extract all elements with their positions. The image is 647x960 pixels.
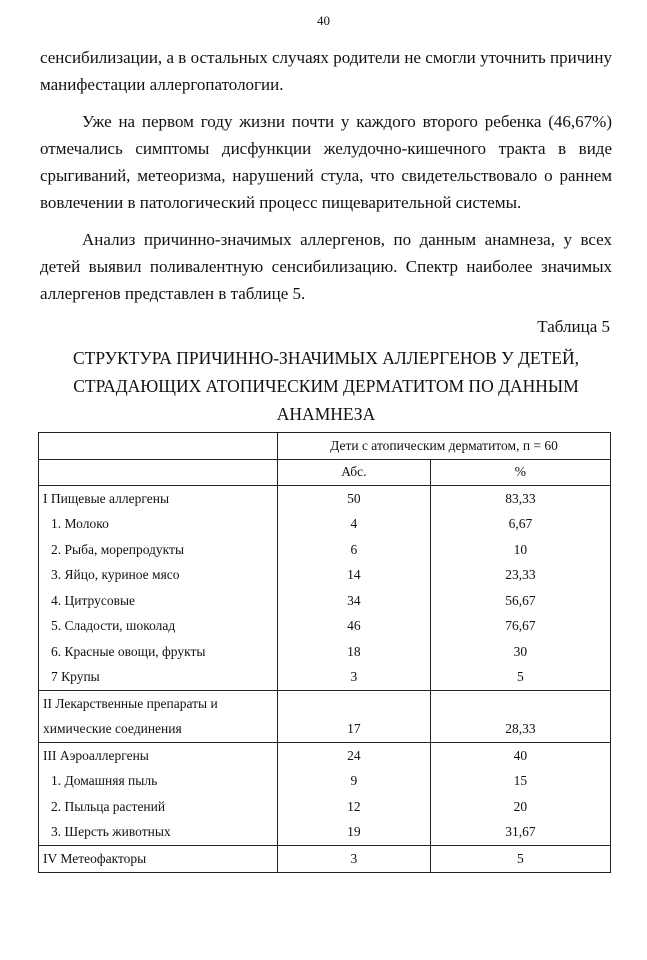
row-pct-value: 28,33: [430, 717, 610, 743]
paragraph-3: Анализ причинно-значимых аллергенов, по данным анамнеза, у всех детей выявил поливалентную сенсибилизацию. Спектр наиболее значимых аллергенов представлен в таблице 5.: [40, 230, 612, 303]
table-row: [39, 537, 611, 563]
row-abs-value: 17: [278, 717, 431, 743]
row-abs-value: 18: [278, 639, 431, 665]
row-pct-value: 10: [430, 537, 610, 563]
row-label: 3. Яйцо, куриное мясо: [39, 563, 278, 589]
table-row: [39, 486, 611, 512]
table-row: [39, 794, 611, 820]
table-title-line-2: СТРАДАЮЩИХ АТОПИЧЕСКИМ ДЕРМАТИТОМ ПО ДАННЫМ: [73, 376, 579, 396]
table-subheader-row: [39, 459, 611, 486]
row-pct-value: 31,67: [430, 820, 610, 846]
row-pct-value: 56,67: [430, 588, 610, 614]
row-label: 1. Молоко: [39, 512, 278, 538]
row-abs-value: 3: [278, 846, 431, 873]
row-label: 2. Рыба, морепродукты: [39, 537, 278, 563]
row-abs-value: 24: [278, 743, 431, 769]
row-label: I Пищевые аллергены: [39, 486, 278, 512]
row-label: 2. Пыльца растений: [39, 794, 278, 820]
body-text: [40, 44, 612, 317]
row-pct-value: 30: [430, 639, 610, 665]
col-abs-header: Абс.: [278, 459, 431, 486]
row-label: 6. Красные овощи, фрукты: [39, 639, 278, 665]
row-abs-value: 19: [278, 820, 431, 846]
table-row: [39, 743, 611, 769]
row-abs-value: [278, 691, 431, 717]
row-label: химические соединения: [39, 717, 278, 743]
row-abs-value: 12: [278, 794, 431, 820]
row-abs-value: 34: [278, 588, 431, 614]
table-body: [39, 486, 611, 873]
table-label: Таблица 5: [537, 317, 610, 336]
row-label: 4. Цитрусовые: [39, 588, 278, 614]
table-row: [39, 639, 611, 665]
row-abs-value: 14: [278, 563, 431, 589]
row-abs-value: 3: [278, 665, 431, 691]
row-pct-value: 6,67: [430, 512, 610, 538]
table-row: [39, 563, 611, 589]
table-row: [39, 614, 611, 640]
table-row: [39, 769, 611, 795]
group-header-cell: Дети с атопическим дерматитом, п = 60: [278, 433, 611, 460]
paragraph-2: Уже на первом году жизни почти у каждого второго ребенка (46,67%) отмечались симптомы дисфункции желудочно-кишечного тракта в виде срыгиваний, метеоризма, нарушений стула, что свидетельствовало о раннем вовлечении в патологический процесс пищеварительной системы.: [40, 112, 612, 212]
row-pct-value: 23,33: [430, 563, 610, 589]
row-abs-value: 6: [278, 537, 431, 563]
row-pct-value: 83,33: [430, 486, 610, 512]
row-pct-value: 5: [430, 846, 610, 873]
row-label: II Лекарственные препараты и: [39, 691, 278, 717]
row-pct-value: 15: [430, 769, 610, 795]
row-abs-value: 4: [278, 512, 431, 538]
row-label: 3. Шерсть животных: [39, 820, 278, 846]
row-label: III Аэроаллергены: [39, 743, 278, 769]
table-title: [40, 344, 612, 428]
page-number: 40: [317, 13, 330, 28]
table-title-line-1: СТРУКТУРА ПРИЧИННО-ЗНАЧИМЫХ АЛЛЕРГЕНОВ У ДЕТЕЙ,: [72, 348, 579, 368]
table-row: [39, 691, 611, 717]
table-row: [39, 846, 611, 873]
row-pct-value: 20: [430, 794, 610, 820]
paragraph-1: сенсибилизации, а в остальных случаях родители не смогли уточнить причину манифестации аллергопатологии.: [40, 48, 612, 94]
allergens-table: [38, 432, 611, 873]
row-pct-value: 5: [430, 665, 610, 691]
row-pct-value: 40: [430, 743, 610, 769]
row-abs-value: 46: [278, 614, 431, 640]
row-label: 5. Сладости, шоколад: [39, 614, 278, 640]
row-pct-value: 76,67: [430, 614, 610, 640]
table-row: [39, 588, 611, 614]
row-abs-value: 9: [278, 769, 431, 795]
table-header-row: [39, 433, 611, 460]
subheader-empty-cell: [39, 459, 278, 486]
table-row: [39, 665, 611, 691]
header-empty-cell: [39, 433, 278, 460]
row-label: 1. Домашняя пыль: [39, 769, 278, 795]
table-row: [39, 717, 611, 743]
row-abs-value: 50: [278, 486, 431, 512]
row-pct-value: [430, 691, 610, 717]
table-title-line-3: АНАМНЕЗА: [276, 404, 376, 424]
row-label: 7 Крупы: [39, 665, 278, 691]
col-pct-header: %: [430, 459, 610, 486]
row-label: IV Метеофакторы: [39, 846, 278, 873]
table-row: [39, 512, 611, 538]
table-row: [39, 820, 611, 846]
